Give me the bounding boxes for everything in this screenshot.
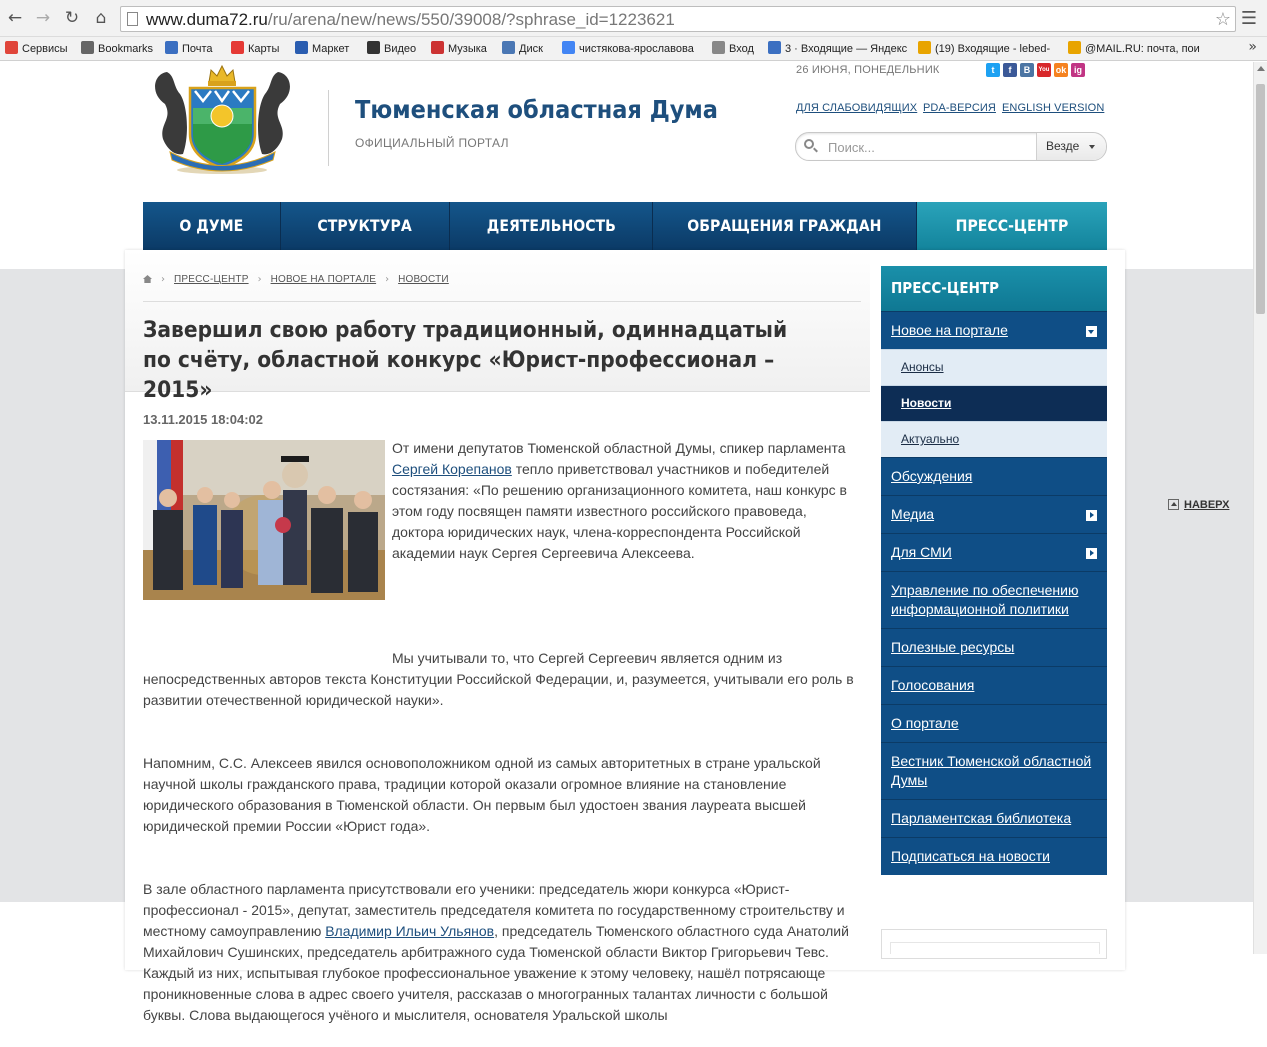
search-scope-select[interactable] bbox=[1036, 133, 1106, 160]
accessibility-link[interactable]: ДЛЯ СЛАБОВИДЯЩИХ bbox=[796, 102, 918, 114]
star-icon bbox=[81, 41, 94, 54]
url-text: www.duma72.ru/ru/arena/new/news/550/39008/?sphrase_id=1223621 bbox=[146, 10, 675, 29]
bookmark-star-icon[interactable]: ☆ bbox=[1214, 9, 1231, 30]
scrollbar[interactable] bbox=[1253, 62, 1267, 954]
sidebar-item-label: Обсуждения bbox=[891, 468, 973, 484]
bookmark-label: Сервисы bbox=[22, 43, 68, 55]
sidebar-subitem[interactable] bbox=[881, 349, 1107, 385]
search-box bbox=[795, 132, 1107, 161]
facebook-icon[interactable]: f bbox=[1003, 63, 1017, 77]
bookmark-item[interactable] bbox=[367, 41, 416, 55]
bookmark-label: @MAIL.RU: почта, пои bbox=[1085, 43, 1200, 55]
bookmark-label: Диск bbox=[519, 43, 543, 55]
main-navigation bbox=[143, 202, 1107, 250]
page-icon bbox=[127, 12, 138, 26]
breadcrumb: › ПРЕСС-ЦЕНТР › НОВОЕ НА ПОРТАЛЕ › НОВОСТИ bbox=[143, 274, 449, 285]
sidebar-subitem-label: Новости bbox=[901, 396, 952, 410]
sidebar-item[interactable] bbox=[881, 837, 1107, 875]
forward-icon[interactable]: → bbox=[35, 8, 51, 28]
bookmarks-bar bbox=[0, 37, 1267, 61]
sidebar-item[interactable] bbox=[881, 457, 1107, 495]
bookmark-label: (19) Входящие - lebed- bbox=[935, 43, 1051, 55]
nav-structure[interactable]: СТРУКТУРА bbox=[281, 202, 450, 250]
vk-icon[interactable]: B bbox=[1020, 63, 1034, 77]
reload-icon[interactable]: ↻ bbox=[64, 8, 80, 28]
address-bar[interactable] bbox=[120, 6, 1236, 32]
search-scope-value: Везде bbox=[1046, 139, 1080, 153]
nav-about[interactable]: О ДУМЕ bbox=[143, 202, 281, 250]
article-paragraph: От имени депутатов Тюменской областной Думы, спикер парламента Сергей Корепанов тепло приветствовал участников и победителей состязания: «По решению организационного комитета, наш конкурс в этом году посвящен памяти известного российского правоведа, доктора юридических наук, члена-корреспондента Российской академии наук Сергея Сергеевича Алексеева. bbox=[392, 440, 847, 561]
sidebar-item-label: Голосования bbox=[891, 677, 975, 693]
sidebar-item-label: Подписаться на новости bbox=[891, 848, 1050, 864]
back-icon[interactable]: ← bbox=[7, 8, 23, 28]
ulyanov-link[interactable]: Владимир Ильич Ульянов bbox=[325, 923, 495, 939]
at-icon bbox=[918, 41, 931, 54]
odnoklassniki-icon[interactable]: ok bbox=[1055, 65, 1067, 75]
chevron-right-icon[interactable] bbox=[1086, 548, 1097, 559]
article-paragraph: Мы учитывали то, что Сергей Сергеевич является одним из непосредственных авторов текста Конституции Российской Федерации, и, разумеется, учитывали его роль в развитии отечественной юридической науки». bbox=[143, 650, 854, 708]
coat-of-arms-logo bbox=[145, 64, 300, 176]
sidebar-item-label: Полезные ресурсы bbox=[891, 639, 1015, 655]
site-subtitle: ОФИЦИАЛЬНЫЙ ПОРТАЛ bbox=[355, 136, 509, 150]
bookmark-item[interactable] bbox=[165, 41, 213, 55]
bookmark-item[interactable] bbox=[1068, 41, 1200, 55]
bookmark-item[interactable] bbox=[712, 41, 754, 55]
sidebar-menu bbox=[881, 266, 1107, 875]
page-viewport bbox=[0, 62, 1253, 1023]
header-separator bbox=[328, 90, 329, 166]
sidebar-item[interactable] bbox=[881, 571, 1107, 628]
bookmark-label: Видео bbox=[384, 43, 417, 55]
sidebar-item-label: Парламентская библиотека bbox=[891, 810, 1072, 826]
bookmark-label: Вход bbox=[729, 43, 754, 55]
sidebar-item[interactable] bbox=[881, 742, 1107, 799]
bookmark-item[interactable] bbox=[431, 41, 487, 55]
article-paragraph: В зале областного парламента присутствовали его ученики: председатель жюри конкурса «Юрист-профессионал - 2015», депутат, заместитель председателя комитета по государственному строительству и местному самоуправлению Владимир Ильич Ульянов, председатель Тюменского областного суда Анатолий Михайлович Сушинских, председатель арбитражного суда Тюменской области Виктор Григорьевич Тевс. Каждый из них, испытывая глубокое профессиональное уважение к этому человеку, нашёл потрясающе проникновенные слова в адрес своего учителя, рассказав о многогранных талантах личности с большой буквы. Слова выдающегося учёного и мыслителя, основателя Уральской школы bbox=[143, 881, 849, 1023]
map-pin-icon bbox=[231, 41, 244, 54]
bookmark-label: Bookmarks bbox=[98, 43, 154, 55]
menu-icon[interactable]: ☰ bbox=[1240, 8, 1257, 29]
sidebar-item[interactable] bbox=[881, 799, 1107, 837]
nav-press-center[interactable]: ПРЕСС-ЦЕНТР bbox=[917, 202, 1107, 250]
browser-toolbar bbox=[0, 0, 1267, 37]
article-title: Завершил свою работу традиционный, одиннадцатый по счёту, областной конкурс «Юрист-профессионал – 2015» bbox=[143, 318, 788, 403]
site-title[interactable]: Тюменская областная Дума bbox=[355, 95, 718, 124]
music-icon bbox=[431, 41, 444, 54]
bookmark-label: Музыка bbox=[448, 43, 487, 55]
sidebar-item-label: О портале bbox=[891, 715, 959, 731]
korepanov-link[interactable]: Сергей Корепанов bbox=[392, 461, 512, 477]
sidebar-item-label: Медиа bbox=[891, 506, 935, 522]
bookmark-label: 3 · Входящие — Яндекс bbox=[785, 43, 908, 55]
english-version-link[interactable]: ENGLISH VERSION bbox=[1002, 102, 1105, 114]
sidebar-subitem-label: Актуально bbox=[901, 432, 960, 446]
home-icon[interactable] bbox=[143, 275, 152, 283]
arrow-up-icon bbox=[1168, 499, 1179, 510]
bookmark-item[interactable] bbox=[562, 41, 694, 55]
article-paragraph: Напомним, С.С. Алексеев явился основоположником одной из самых авторитетных в стране уральской научной школы гражданского права, традиции которой оказали огромное влияние на становление юридического образования в Тюменской области. Он первым был удостоен звания лауреата высшей юридической премии России «Юрист года». bbox=[143, 755, 821, 834]
sidebar-item[interactable] bbox=[881, 495, 1107, 533]
search-input[interactable] bbox=[828, 138, 1028, 156]
page-icon bbox=[712, 41, 725, 54]
back-to-top-button[interactable]: НАВЕРХ bbox=[1168, 499, 1229, 511]
google-icon bbox=[562, 41, 575, 54]
nav-citizen-appeals[interactable]: ОБРАЩЕНИЯ ГРАЖДАН bbox=[653, 202, 917, 250]
disk-icon bbox=[502, 41, 515, 54]
article-body bbox=[143, 438, 861, 585]
bookmark-label: чистякова-ярославова bbox=[579, 43, 694, 55]
play-icon bbox=[367, 41, 380, 54]
chevron-right-icon[interactable] bbox=[1086, 510, 1097, 521]
article-body-cont bbox=[143, 648, 861, 1047]
sidebar-item[interactable] bbox=[881, 704, 1107, 742]
social-links bbox=[986, 63, 1088, 81]
sidebar-item-label: Для СМИ bbox=[891, 544, 952, 560]
sidebar-item-new-on-portal[interactable]: Новое на портале bbox=[881, 311, 1107, 349]
apps-grid-icon bbox=[5, 41, 18, 54]
current-date: 26 ИЮНЯ, ПОНЕДЕЛЬНИК bbox=[796, 64, 940, 76]
breadcrumb-new-on-portal[interactable]: НОВОЕ НА ПОРТАЛЕ bbox=[270, 274, 377, 285]
home-icon[interactable]: ⌂ bbox=[95, 8, 107, 28]
youtube-icon[interactable]: You bbox=[1037, 63, 1051, 77]
more-bookmarks-icon[interactable]: » bbox=[1248, 39, 1257, 55]
bookmark-item[interactable] bbox=[231, 41, 279, 55]
twitter-icon[interactable]: t bbox=[986, 63, 1000, 77]
bookmark-item[interactable] bbox=[81, 41, 153, 55]
sidebar-item[interactable] bbox=[881, 628, 1107, 666]
sidebar-heading[interactable]: ПРЕСС-ЦЕНТР bbox=[881, 266, 1107, 311]
sidebar-item[interactable] bbox=[881, 533, 1107, 571]
at-icon bbox=[1068, 41, 1081, 54]
cart-icon bbox=[295, 41, 308, 54]
breadcrumb-news[interactable]: НОВОСТИ bbox=[398, 274, 449, 285]
scrollbar-thumb[interactable] bbox=[1256, 84, 1265, 314]
breadcrumb-press-center[interactable]: ПРЕСС-ЦЕНТР bbox=[174, 274, 249, 285]
bookmark-label: Карты bbox=[248, 43, 280, 55]
sidebar-item[interactable] bbox=[881, 666, 1107, 704]
bookmark-label: Почта bbox=[182, 43, 213, 55]
chevron-down-icon bbox=[1089, 145, 1095, 149]
sidebar-subitem[interactable] bbox=[881, 421, 1107, 457]
nav-activity[interactable]: ДЕЯТЕЛЬНОСТЬ bbox=[450, 202, 653, 250]
bookmark-item[interactable] bbox=[295, 41, 349, 55]
mail-icon bbox=[165, 41, 178, 54]
bookmark-item[interactable] bbox=[918, 41, 1050, 55]
bookmark-label: Маркет bbox=[312, 43, 350, 55]
chevron-down-icon[interactable] bbox=[1086, 326, 1097, 337]
sidebar-item-label: Управление по обеспечению информационной политики bbox=[891, 582, 1079, 617]
bookmark-item[interactable] bbox=[768, 41, 907, 55]
sidebar-item-label: Вестник Тюменской областной Думы bbox=[891, 753, 1092, 788]
scroll-up-icon[interactable] bbox=[1257, 66, 1265, 71]
bookmark-item[interactable] bbox=[5, 41, 68, 55]
mail-icon bbox=[768, 41, 781, 54]
sidebar-subitem[interactable] bbox=[881, 385, 1107, 421]
article-date: 13.11.2015 18:04:02 bbox=[143, 412, 263, 427]
pda-version-link[interactable]: PDA-ВЕРСИЯ bbox=[923, 102, 996, 114]
sidebar-widget bbox=[881, 929, 1107, 959]
search-icon bbox=[804, 139, 814, 149]
bookmark-item[interactable] bbox=[502, 41, 543, 55]
sidebar-subitem-label: Анонсы bbox=[901, 360, 944, 374]
instagram-icon[interactable]: ig bbox=[1071, 63, 1085, 77]
